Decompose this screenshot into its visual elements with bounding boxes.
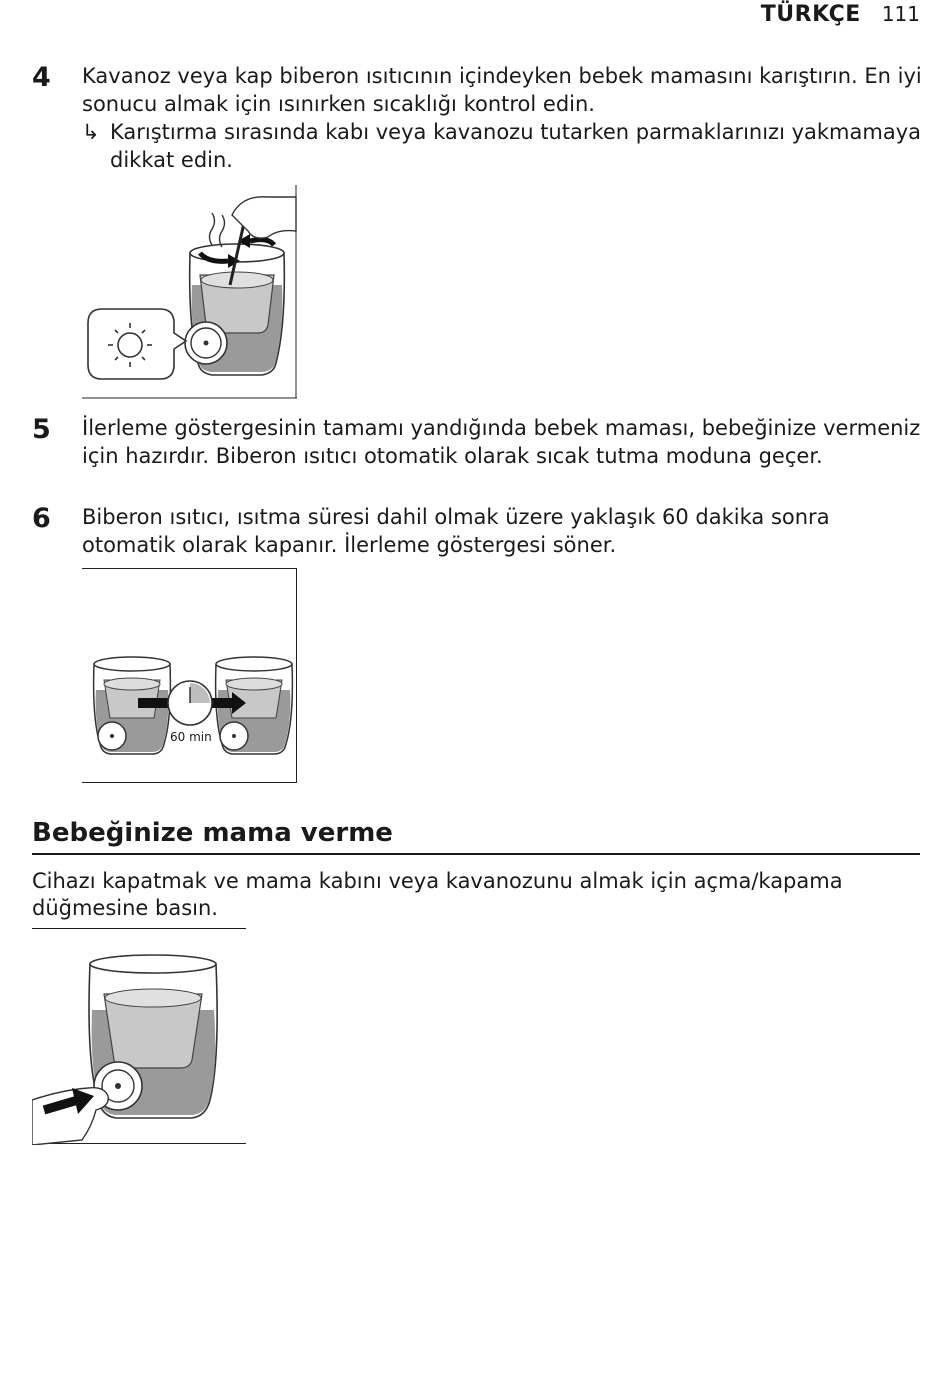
timer-label: 60 min bbox=[170, 730, 212, 744]
page-header bbox=[761, 2, 920, 27]
section-title: Bebeğinize mama verme bbox=[32, 818, 393, 848]
result-text: Karıştırma sırasında kabı veya kavanozu tutarken parmaklarınızı yakmamaya dikkat edin. bbox=[110, 120, 921, 172]
step-number: 5 bbox=[32, 414, 51, 445]
step-4 bbox=[32, 62, 922, 174]
step-number: 6 bbox=[32, 503, 51, 534]
figure-top-rule bbox=[32, 928, 246, 929]
section-divider bbox=[32, 853, 920, 855]
auto-off-illustration bbox=[82, 568, 298, 784]
press-button-illustration bbox=[32, 950, 248, 1145]
step-result bbox=[82, 118, 922, 174]
stirring-illustration bbox=[82, 185, 298, 399]
step-text: İlerleme göstergesinin tamamı yandığında bebek maması, bebeğinize vermeniz için hazırdır. Biberon ısıtıcı otomatik olarak sıcak tutma moduna geçer. bbox=[82, 416, 921, 468]
step-number: 4 bbox=[32, 62, 51, 93]
step-text: Biberon ısıtıcı, ısıtma süresi dahil olmak üzere yaklaşık 60 dakika sonra otomatik olarak kapanır. İlerleme göstergesi söner. bbox=[82, 505, 830, 557]
step-6 bbox=[32, 503, 922, 559]
section-body: Cihazı kapatmak ve mama kabını veya kavanozunu almak için açma/kapama düğmesine basın. bbox=[32, 869, 843, 920]
result-arrow-icon: ↳ bbox=[82, 120, 100, 144]
language-label: TÜRKÇE bbox=[760, 2, 861, 27]
step-text: Kavanoz veya kap biberon ısıtıcının içindeyken bebek mamasını karıştırın. En iyi sonucu almak için ısınırken sıcaklığı kontrol edin. bbox=[82, 64, 922, 116]
page-number: 111 bbox=[881, 2, 920, 26]
step-5 bbox=[32, 414, 922, 470]
